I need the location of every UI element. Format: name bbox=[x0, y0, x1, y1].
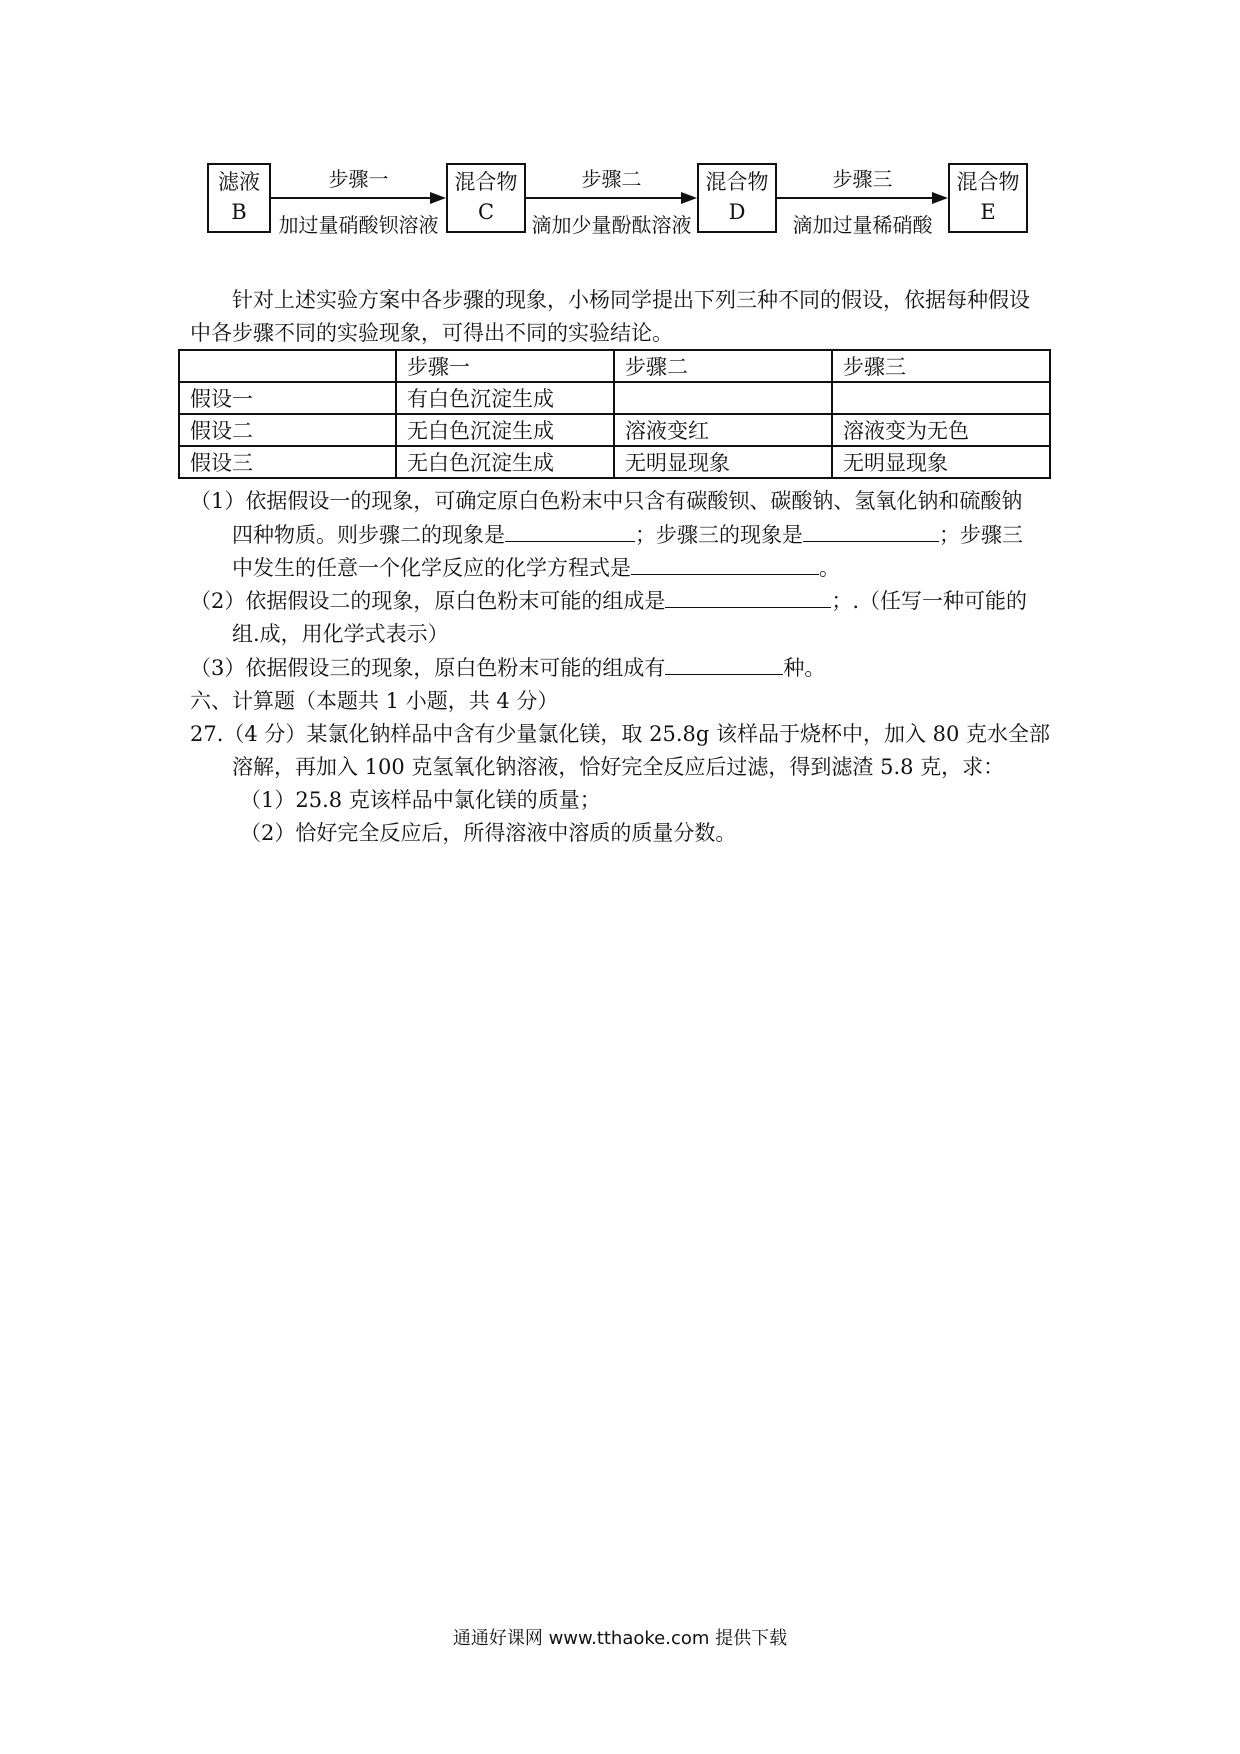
step1-reagent: 加过量硝酸钡溶液 bbox=[278, 213, 439, 237]
answer-blank-equation[interactable] bbox=[631, 552, 819, 575]
table-cell: 有白色沉淀生成 bbox=[396, 382, 614, 414]
flow-box-mixture-c bbox=[446, 163, 526, 233]
q3-text-a: （3）依据假设三的现象，原白色粉末可能的组成有 bbox=[190, 656, 666, 680]
q27-line-2: 溶解，再加入 100 克氢氧化钠溶液，恰好完全反应后过滤，得到滤渣 5.8 克，求： bbox=[232, 755, 1005, 779]
q2-line-2: 组.成，用化学式表示） bbox=[232, 622, 449, 646]
flow-box-label: 混合物 bbox=[454, 170, 518, 194]
table-cell: 溶液变红 bbox=[614, 414, 832, 446]
q27-sub-1: （1）25.8 克该样品中氯化镁的质量； bbox=[240, 788, 601, 812]
table-header-cell: 步骤三 bbox=[832, 350, 1050, 382]
q1-line-3 bbox=[232, 552, 840, 584]
step2-label: 步骤二 bbox=[581, 167, 642, 191]
q2-line-1 bbox=[190, 585, 1027, 617]
table-cell: 无白色沉淀生成 bbox=[396, 446, 614, 478]
table-header-cell: 步骤二 bbox=[614, 350, 832, 382]
q27-line-1: 27.（4 分）某氯化钠样品中含有少量氯化镁，取 25.8g 该样品于烧杯中，加入 80 克水全部 bbox=[190, 722, 1051, 746]
table-cell: 无白色沉淀生成 bbox=[396, 414, 614, 446]
table-header-row bbox=[179, 350, 1050, 382]
table-cell: 无明显现象 bbox=[614, 446, 832, 478]
intro-line-2: 中各步骤不同的实验现象，可得出不同的实验结论。 bbox=[190, 321, 673, 345]
flow-arrow-3 bbox=[777, 197, 933, 199]
flow-box-letter: D bbox=[728, 200, 746, 224]
flow-box-mixture-d bbox=[697, 163, 777, 233]
intro-line-1: 针对上述实验方案中各步骤的现象，小杨同学提出下列三种不同的假设，依据每种假设 bbox=[232, 288, 1030, 312]
answer-blank-step3[interactable] bbox=[803, 519, 939, 542]
step2-reagent: 滴加少量酚酞溶液 bbox=[531, 213, 692, 237]
flow-box-label: 混合物 bbox=[956, 170, 1020, 194]
flow-arrow-2 bbox=[526, 197, 682, 199]
answer-blank-composition[interactable] bbox=[665, 585, 831, 608]
table-row bbox=[179, 414, 1050, 446]
table-cell: 无明显现象 bbox=[832, 446, 1050, 478]
step3-label: 步骤三 bbox=[832, 167, 893, 191]
flow-box-letter: E bbox=[980, 200, 996, 224]
step1-label: 步骤一 bbox=[328, 167, 389, 191]
q1-line-1: （1）依据假设一的现象，可确定原白色粉末中只含有碳酸钡、碳酸钠、氢氧化钠和硫酸钠 bbox=[190, 489, 1023, 513]
step3-reagent: 滴加过量稀硝酸 bbox=[792, 213, 933, 237]
q1-text-e: 。 bbox=[819, 556, 840, 580]
section-6-title: 六、计算题（本题共 1 小题，共 4 分） bbox=[190, 689, 559, 713]
flow-arrow-1 bbox=[271, 197, 431, 199]
q3-text-b: 种。 bbox=[783, 656, 826, 680]
table-cell: 假设一 bbox=[179, 382, 396, 414]
table-row bbox=[179, 446, 1050, 478]
hypothesis-table bbox=[178, 349, 1051, 479]
flow-box-label: 滤液 bbox=[218, 170, 260, 194]
q1-text-b: ；步骤三的现象是 bbox=[635, 523, 803, 547]
table-cell: 溶液变为无色 bbox=[832, 414, 1050, 446]
flow-box-letter: B bbox=[231, 200, 247, 224]
arrow-head-icon bbox=[932, 192, 948, 204]
answer-blank-step2[interactable] bbox=[505, 519, 635, 542]
flow-box-filtrate-b bbox=[207, 163, 271, 233]
q1-text-a: 四种物质。则步骤二的现象是 bbox=[232, 523, 505, 547]
q3-line bbox=[190, 652, 825, 684]
table-row bbox=[179, 382, 1050, 414]
table-header-cell bbox=[179, 350, 396, 382]
table-cell bbox=[832, 382, 1050, 414]
table-cell: 假设三 bbox=[179, 446, 396, 478]
table-cell: 假设二 bbox=[179, 414, 396, 446]
flow-box-mixture-e bbox=[948, 163, 1028, 233]
table-cell bbox=[614, 382, 832, 414]
table-header-cell: 步骤一 bbox=[396, 350, 614, 382]
q1-text-c: ；步骤三 bbox=[939, 523, 1023, 547]
answer-blank-count[interactable] bbox=[665, 652, 783, 675]
arrow-head-icon bbox=[681, 192, 697, 204]
flow-box-label: 混合物 bbox=[705, 170, 769, 194]
q27-sub-2: （2）恰好完全反应后，所得溶液中溶质的质量分数。 bbox=[240, 821, 737, 845]
flow-box-letter: C bbox=[477, 200, 495, 224]
q2-text-a: （2）依据假设二的现象，原白色粉末可能的组成是 bbox=[190, 589, 666, 613]
q2-text-b: ；.（任写一种可能的 bbox=[831, 589, 1028, 613]
footer-credit: 通通好课网 www.tthaoke.com 提供下载 bbox=[452, 1628, 788, 1649]
q1-line-2 bbox=[232, 519, 1023, 551]
arrow-head-icon bbox=[430, 192, 446, 204]
q1-text-d: 中发生的任意一个化学反应的化学方程式是 bbox=[232, 556, 631, 580]
